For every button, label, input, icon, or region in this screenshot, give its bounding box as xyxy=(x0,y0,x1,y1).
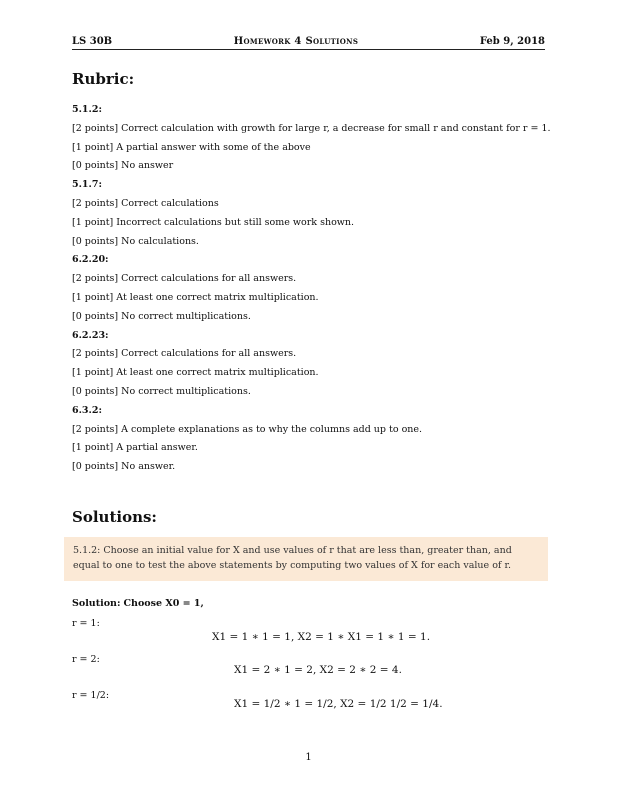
rubric-problem-label: 6.3.2: xyxy=(72,404,102,416)
document-date: Feb 9, 2018 xyxy=(479,36,545,47)
case-equation: X1 = 2 ∗ 1 = 2, X2 = 2 ∗ 2 = 4. xyxy=(234,664,402,676)
rubric-problem-label: 5.1.2: xyxy=(72,104,102,115)
page-header xyxy=(72,36,545,50)
case-equation: X1 = 1/2 ∗ 1 = 1/2, X2 = 1/2 1/2 = 1/4. xyxy=(234,698,443,710)
solutions-heading: Solutions: xyxy=(72,508,157,526)
rubric-item: [1 point] A partial answer with some of the above xyxy=(72,141,311,153)
case-equation: X1 = 1 ∗ 1 = 1, X2 = 1 ∗ X1 = 1 ∗ 1 = 1. xyxy=(212,631,431,643)
rubric-item: [1 point] At least one correct matrix multiplication. xyxy=(72,367,319,379)
case-label: r = 2: xyxy=(72,654,100,665)
rubric-item: [2 points] A complete explanations as to why the columns add up to one. xyxy=(72,423,423,435)
rubric-item: [0 points] No calculations. xyxy=(72,235,199,247)
problem-statement-box xyxy=(64,537,548,581)
rubric-problem-label: 5.1.7: xyxy=(72,179,102,191)
rubric-item: [1 point] A partial answer. xyxy=(72,442,198,454)
rubric-problem-label: 6.2.23: xyxy=(72,329,109,341)
rubric-heading: Rubric: xyxy=(72,70,135,88)
rubric-item: [0 points] No correct multiplications. xyxy=(72,385,251,397)
solution-intro-text: Choose X0 = 1, xyxy=(123,598,204,609)
problem-text: Choose an initial value for X and use values of r that are less than, greater than, and equal to one to test the above statements by computing two values of X for each value of r. xyxy=(73,545,512,571)
solution-intro xyxy=(72,598,204,609)
rubric-item: [0 points] No correct multiplications. xyxy=(72,310,251,322)
rubric-item: [2 points] Correct calculations for all answers. xyxy=(72,273,297,285)
case-label: r = 1: xyxy=(72,618,100,629)
case-label: r = 1/2: xyxy=(72,690,110,701)
rubric-item: [0 points] No answer xyxy=(72,160,174,172)
rubric-item: [1 point] At least one correct matrix multiplication. xyxy=(72,291,319,303)
rubric-item: [2 points] Correct calculations for all answers. xyxy=(72,348,297,360)
rubric-item: [2 points] Correct calculations xyxy=(72,197,219,209)
rubric-item: [2 points] Correct calculation with growth for large r, a decrease for small r and constant for r = 1. xyxy=(72,122,551,134)
rubric-item: [0 points] No answer. xyxy=(72,461,176,473)
document-title: Homework 4 Solutions xyxy=(233,36,359,47)
rubric-item: [1 point] Incorrect calculations but still some work shown. xyxy=(72,216,355,228)
page-number: 1 xyxy=(305,752,312,763)
course-code: LS 30B xyxy=(72,36,113,47)
rubric-problem-label: 6.2.20: xyxy=(72,254,109,266)
solution-label: Solution: xyxy=(72,598,121,609)
rubric-list xyxy=(72,104,552,480)
problem-label: 5.1.2: xyxy=(73,545,101,556)
